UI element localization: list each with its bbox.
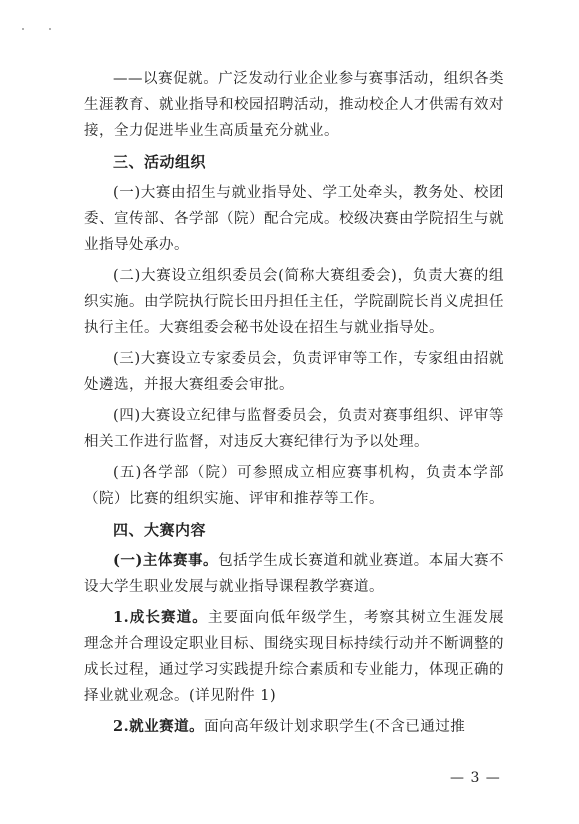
scan-speck bbox=[49, 28, 51, 30]
paragraph-growth-track bbox=[84, 605, 504, 709]
paragraph-org-3: (三)大赛设立专家委员会，负责评审等工作，专家组由招就处遴选，并报大赛组委会审批。 bbox=[84, 351, 504, 393]
paragraph-lead: (一)主体赛事。 bbox=[113, 552, 219, 569]
paragraph-promote-employment: ——以赛促就。广泛发动行业企业参与赛事活动，组织各类生涯教育、就业指导和校园招聘活动，推动校企人才供需有效对接，全力促进毕业生高质量充分就业。 bbox=[84, 71, 504, 139]
paragraph-text: 面向高年级计划求职学生(不含已通过推 bbox=[204, 719, 466, 735]
scan-speck bbox=[22, 28, 24, 30]
paragraph-org-2: (二)大赛设立组织委员会(简称大赛组委会)，负责大赛的组织实施。由学院执行院长田丹担任主任，学院副院长肖义虎担任执行主任。大赛组委会秘书处设在招生与就业指导处。 bbox=[84, 268, 504, 336]
paragraph-main-events bbox=[84, 548, 504, 600]
paragraph-employment-track bbox=[84, 714, 504, 740]
paragraph-org-1: (一)大赛由招生与就业指导处、学工处牵头，教务处、校团委、宣传部、各学部（院）配合完成。校级决赛由学院招生与就业指导处承办。 bbox=[84, 185, 504, 253]
paragraph-text: 包括学生成长赛道和就业赛道。本届大赛不设大学生职业发展与就业指导课程教学赛道。 bbox=[84, 553, 504, 595]
paragraph-lead: 2.就业赛道。 bbox=[113, 718, 205, 735]
section-heading-contest-content: 四、大赛内容 bbox=[113, 521, 207, 539]
paragraph-lead: 1.成长赛道。 bbox=[113, 609, 208, 626]
section-heading-activity-organization: 三、活动组织 bbox=[113, 153, 207, 171]
page-number: — 3 — bbox=[450, 770, 501, 786]
paragraph-org-4: (四)大赛设立纪律与监督委员会，负责对赛事组织、评审等相关工作进行监督，对违反大赛纪律行为予以处理。 bbox=[84, 408, 504, 450]
paragraph-org-5: (五)各学部（院）可参照成立相应赛事机构，负责本学部（院）比赛的组织实施、评审和推荐等工作。 bbox=[84, 465, 504, 507]
document-body bbox=[84, 66, 504, 745]
paragraph-text: 主要面向低年级学生，考察其树立生涯发展理念并合理设定职业目标、围绕实现目标持续行动并不断调整的成长过程，通过学习实践提升综合素质和专业能力，体现正确的择业就业观念。(详见附件 1) bbox=[84, 610, 505, 704]
